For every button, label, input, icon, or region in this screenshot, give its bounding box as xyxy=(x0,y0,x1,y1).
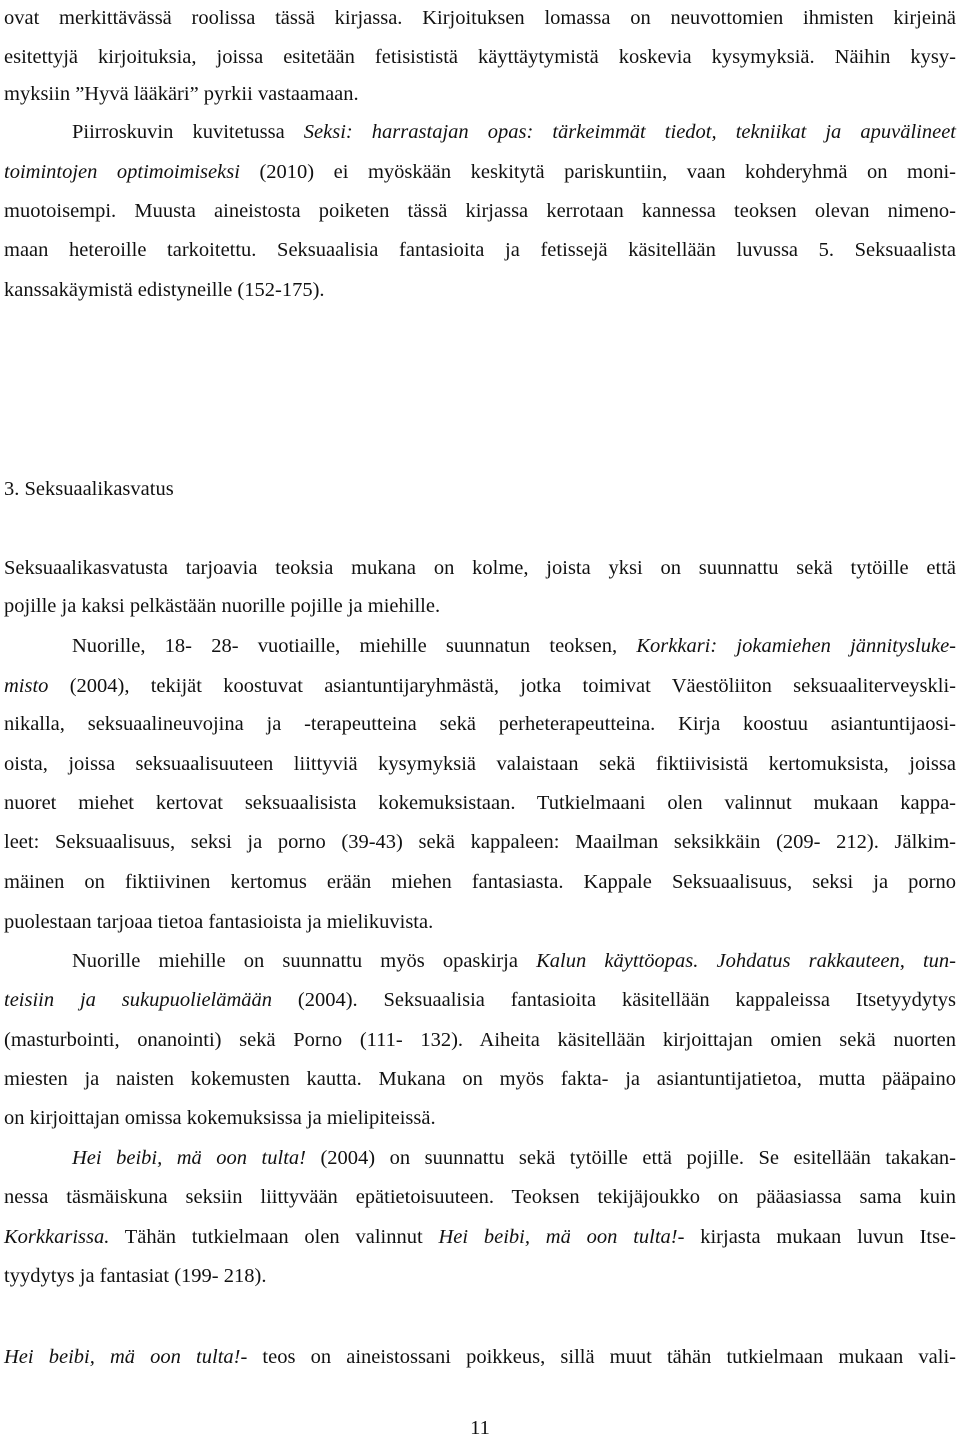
text-line xyxy=(4,160,956,184)
text-segment: leet: Seksuaalisuus, seksi ja porno (39-43) sekä kappaleen: Maailman seksikkäin (209- 212). Jälkim- xyxy=(4,831,956,853)
text-line xyxy=(4,1185,956,1209)
text-line xyxy=(4,1345,956,1369)
text-segment: (2004). Seksuaalisia fantasioita käsitellään kappaleissa Itsetyydytys xyxy=(272,989,956,1011)
text-line xyxy=(4,594,956,618)
text-line xyxy=(4,556,956,580)
italic-text: Kalun käyttöopas. Johdatus rakkauteen, tun- xyxy=(536,950,956,972)
page-number: 11 xyxy=(470,1417,490,1439)
text-line xyxy=(4,238,956,262)
italic-text: Korkkari: jokamiehen jännityslukе- xyxy=(636,635,956,657)
text-line xyxy=(4,45,956,69)
italic-text: Hei beibi, mä oon tulta! xyxy=(438,1226,678,1248)
text-line xyxy=(4,712,956,736)
text-line xyxy=(4,278,956,302)
italic-text: misto xyxy=(4,675,49,697)
text-line xyxy=(4,199,956,223)
text-line xyxy=(72,949,956,973)
text-line xyxy=(72,1146,956,1170)
text-segment: Nuorille miehille on suunnattu myös opaskirja xyxy=(72,950,537,972)
text-line xyxy=(4,1067,956,1091)
text-line xyxy=(4,1225,956,1249)
text-line xyxy=(72,120,956,144)
text-segment: Nuorille, 18- 28- vuotiaille, miehille suunnatun teoksen, xyxy=(72,635,637,657)
text-segment: esitettyjä kirjoituksia, joissa esitetään fetisististä käyttäytymistä koskevia kysymyksiä. Näihin kysy- xyxy=(4,46,956,68)
text-segment: oista, joissa seksuaalisuuteen liittyviä kysymyksiä valaistaan sekä fiktiivisistä kertomuksista, joissa xyxy=(4,753,956,775)
text-segment: on kirjoittajan omissa kokemuksissa ja mielipiteissä. xyxy=(4,1107,436,1129)
text-line xyxy=(4,870,956,894)
text-segment: (2004) on suunnattu sekä tytöille että pojille. Se esitellään takakan- xyxy=(305,1147,956,1169)
text-line xyxy=(4,830,956,854)
text-line xyxy=(4,752,956,776)
text-segment: Tähän tutkielmaan olen valinnut xyxy=(109,1226,439,1248)
text-segment: kanssakäymistä edistyneille (152-175). xyxy=(4,279,325,301)
text-segment: Piirroskuvin kuvitetussa xyxy=(72,121,304,143)
text-line xyxy=(4,1106,956,1130)
italic-text: teisiin ja sukupuolielämään xyxy=(4,989,273,1011)
text-segment: ovat merkittävässä roolissa tässä kirjassa. Kirjoituksen lomassa on neuvottomien ihmisten kirjeinä xyxy=(4,7,956,29)
italic-text: Hei beibi, mä oon tulta! xyxy=(4,1346,241,1368)
text-segment: maan heteroille tarkoitettu. Seksuaalisia fantasioita ja fetissejä käsitellään luvussa 5. Seksuaalista xyxy=(4,239,956,261)
text-segment: - teos on aineistossani poikkeus, sillä muut tähän tutkielmaan mukaan vali- xyxy=(240,1346,956,1368)
text-segment: Seksuaalikasvatusta tarjoavia teoksia mukana on kolme, joista yksi on suunnattu sekä tytöille että xyxy=(4,557,956,579)
text-segment: muotoisempi. Muusta aineistosta poiketen tässä kirjassa kerrotaan kannessa teoksen olevan nimeno- xyxy=(4,200,956,222)
text-line xyxy=(4,988,956,1012)
text-segment: nikalla, seksuaalineuvojina ja -terapeutteina sekä perheterapeutteina. Kirja koostuu asiantuntijaosi- xyxy=(4,713,956,735)
text-segment: - kirjasta mukaan luvun Itse- xyxy=(677,1226,956,1248)
text-segment: nuoret miehet kertovat seksuaalisista kokemuksistaan. Tutkielmaani olen valinnut mukaan kappa- xyxy=(4,792,956,814)
italic-text: Hei beibi, mä oon tulta! xyxy=(72,1147,306,1169)
text-line xyxy=(72,634,956,658)
text-segment: (2010) ei myöskään keskitytä pariskuntiin, vaan kohderyhmä on moni- xyxy=(239,161,956,183)
text-segment: miesten ja naisten kokemusten kautta. Mukana on myös fakta- ja asiantuntijatietoa, mutta pääpaino xyxy=(4,1068,956,1090)
text-line xyxy=(4,6,956,30)
text-segment: myksiin ”Hyvä lääkäri” pyrkii vastaamaan. xyxy=(4,83,359,105)
text-segment: 3. Seksuaalikasvatus xyxy=(4,478,174,500)
italic-text: Korkkarissa. xyxy=(4,1226,110,1248)
text-segment: (2004), tekijät koostuvat asiantuntijaryhmästä, jotka toimivat Väestöliiton seksuaaliterveyskli- xyxy=(48,675,956,697)
text-segment: pojille ja kaksi pelkästään nuorille pojille ja miehille. xyxy=(4,595,441,617)
text-line xyxy=(4,791,956,815)
text-line xyxy=(4,1264,956,1288)
text-segment: tyydytys ja fantasiat (199- 218). xyxy=(4,1265,267,1287)
text-line xyxy=(4,674,956,698)
italic-text: toimintojen optimoimiseksi xyxy=(4,161,240,183)
text-line xyxy=(4,82,956,106)
text-segment: (masturbointi, onanointi) sekä Porno (111- 132). Aiheita käsitellään kirjoittajan omien sekä nuorten xyxy=(4,1029,956,1051)
text-segment: nessa täsmäiskuna seksiin liittyvään epätietoisuuteen. Teoksen tekijäjoukko on pääasiassa sama kuin xyxy=(4,1186,956,1208)
section-heading xyxy=(4,477,956,501)
text-line xyxy=(4,910,956,934)
text-line xyxy=(4,1028,956,1052)
text-segment: mäinen on fiktiivinen kertomus erään miehen fantasiasta. Kappale Seksuaalisuus, seksi ja porno xyxy=(4,871,956,893)
italic-text: Seksi: harrastajan opas: tärkeimmät tiedot, tekniikat ja apuvälineet xyxy=(303,121,957,143)
text-segment: puolestaan tarjoaa tietoa fantasioista ja mielikuvista. xyxy=(4,911,434,933)
